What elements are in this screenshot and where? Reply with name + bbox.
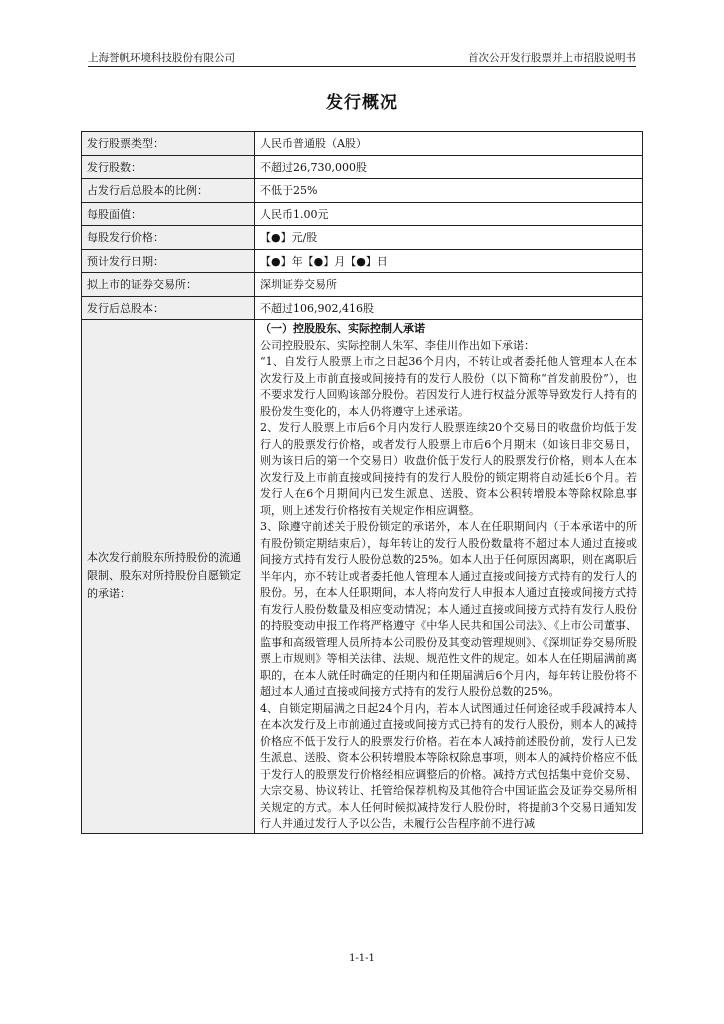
lockup-row <box>82 320 643 834</box>
table-row <box>82 132 643 156</box>
lockup-paragraph: 公司控股股东、实际控制人朱军、李佳川作出如下承诺： <box>260 338 535 352</box>
table-row <box>82 226 643 250</box>
lockup-paragraph: 2、发行人股票上市后6个月内发行人股票连续20个交易日的收盘价均低于发行人的股票发行价格，或者发行人股票上市后6个月期末（如该日非交易日，则为该日后的第一个交易日）收盘价低于发行人的股票发行价格，则本人在本次发行及上市前直接或间接持有的发行人股份的锁定期将自动延长6个月。若发行人在6个月期间内已发生派息、送股、资本公积转增股本等除权除息事项，则上述发行价格按有关规定作相应调整。 <box>260 421 637 517</box>
lockup-paragraph: “1、自发行人股票上市之日起36个月内，不转让或者委托他人管理本人在本次发行及上市前直接或间接持有的发行人股份（以下简称“首发前股份”），也不要求发行人回购该部分股份。若因发行人进行权益分派等导致发行人持有的股份发生变化的，本人仍将遵守上述承诺。 <box>260 355 637 418</box>
header-company: 上海誉帆环境科技股份有限公司 <box>88 52 235 64</box>
row-label: 拟上市的证券交易所： <box>82 273 255 297</box>
table-row <box>82 249 643 273</box>
page-title: 发行概况 <box>326 93 398 113</box>
row-label: 发行股票类型： <box>82 132 255 156</box>
header-document-title: 首次公开发行股票并上市招股说明书 <box>468 52 636 64</box>
row-value: 不超过106,902,416股 <box>255 296 643 320</box>
lockup-paragraph: 3、除遵守前述关于股份锁定的承诺外，本人在任职期间内（于本承诺中的所有股份锁定期结束后），每年转让的发行人股份数量将不超过本人通过直接或间接方式持有发行人股份总数的25%。如本人出于任何原因离职，则在离职后半年内，亦不转让或者委托他人管理本人通过直接或间接方式持有的发行人的股份。另，在本人任职期间，本人将向发行人申报本人通过直接或间接方式持有发行人股份数量及相应变动情况；本人通过直接或间接方式持有发行人股份的持股变动申报工作将严格遵守《中华人民共和国公司法》、《上市公司董事、监事和高级管理人员所持本公司股份及其变动管理规则》、《深圳证券交易所股票上市规则》等相关法律、法规、规范性文件的规定。如本人在任期届满前离职的，在本人就任时确定的任期内和任期届满后6个月内，每年转让股份将不超过本人通过直接或间接方式持有的发行人股份总数的25%。 <box>260 520 637 698</box>
row-label: 发行后总股本： <box>82 296 255 320</box>
page-header <box>88 50 636 66</box>
lockup-label: 本次发行前股东所持股份的流通限制、股东对所持股份自愿锁定的承诺： <box>82 320 255 834</box>
lockup-content <box>255 320 643 834</box>
table-row <box>82 202 643 226</box>
table-row <box>82 273 643 297</box>
row-value: 【●】年【●】月【●】日 <box>255 249 643 273</box>
row-label: 每股面值： <box>82 202 255 226</box>
row-value: 深圳证券交易所 <box>255 273 643 297</box>
row-label: 占发行后总股本的比例： <box>82 179 255 203</box>
lockup-paragraph: 4、自锁定期届满之日起24个月内，若本人试图通过任何途径或手段减持本人在本次发行及上市前通过直接或间接方式已持有的发行人股份，则本人的减持价格应不低于发行人的股票发行价格。若在本人减持前述股份前，发行人已发生派息、送股、资本公积转增股本等除权除息事项，则本人的减持价格应不低于发行人的股票发行价格经相应调整后的价格。减持方式包括集中竞价交易、大宗交易、协议转让、托管给保荐机构及其他符合中国证监会及证券交易所相关规定的方式。本人任何时候拟减持发行人股份时，将提前3个交易日通知发行人并通过发行人予以公告，未履行公告程序前不进行减 <box>260 701 637 830</box>
header-rule <box>88 66 636 67</box>
table-row <box>82 179 643 203</box>
row-label: 发行股数： <box>82 155 255 179</box>
table-row <box>82 296 643 320</box>
page-number: 1-1-1 <box>349 953 375 964</box>
row-value: 不低于25% <box>255 179 643 203</box>
row-label: 预计发行日期： <box>82 249 255 273</box>
row-value: 人民币普通股（A股） <box>255 132 643 156</box>
offering-overview-table <box>81 131 643 834</box>
row-label: 每股发行价格： <box>82 226 255 250</box>
row-value: 【●】元/股 <box>255 226 643 250</box>
lockup-heading: （一）控股股东、实际控制人承诺 <box>260 322 425 335</box>
row-value: 人民币1.00元 <box>255 202 643 226</box>
row-value: 不超过26,730,000股 <box>255 155 643 179</box>
table-row <box>82 155 643 179</box>
